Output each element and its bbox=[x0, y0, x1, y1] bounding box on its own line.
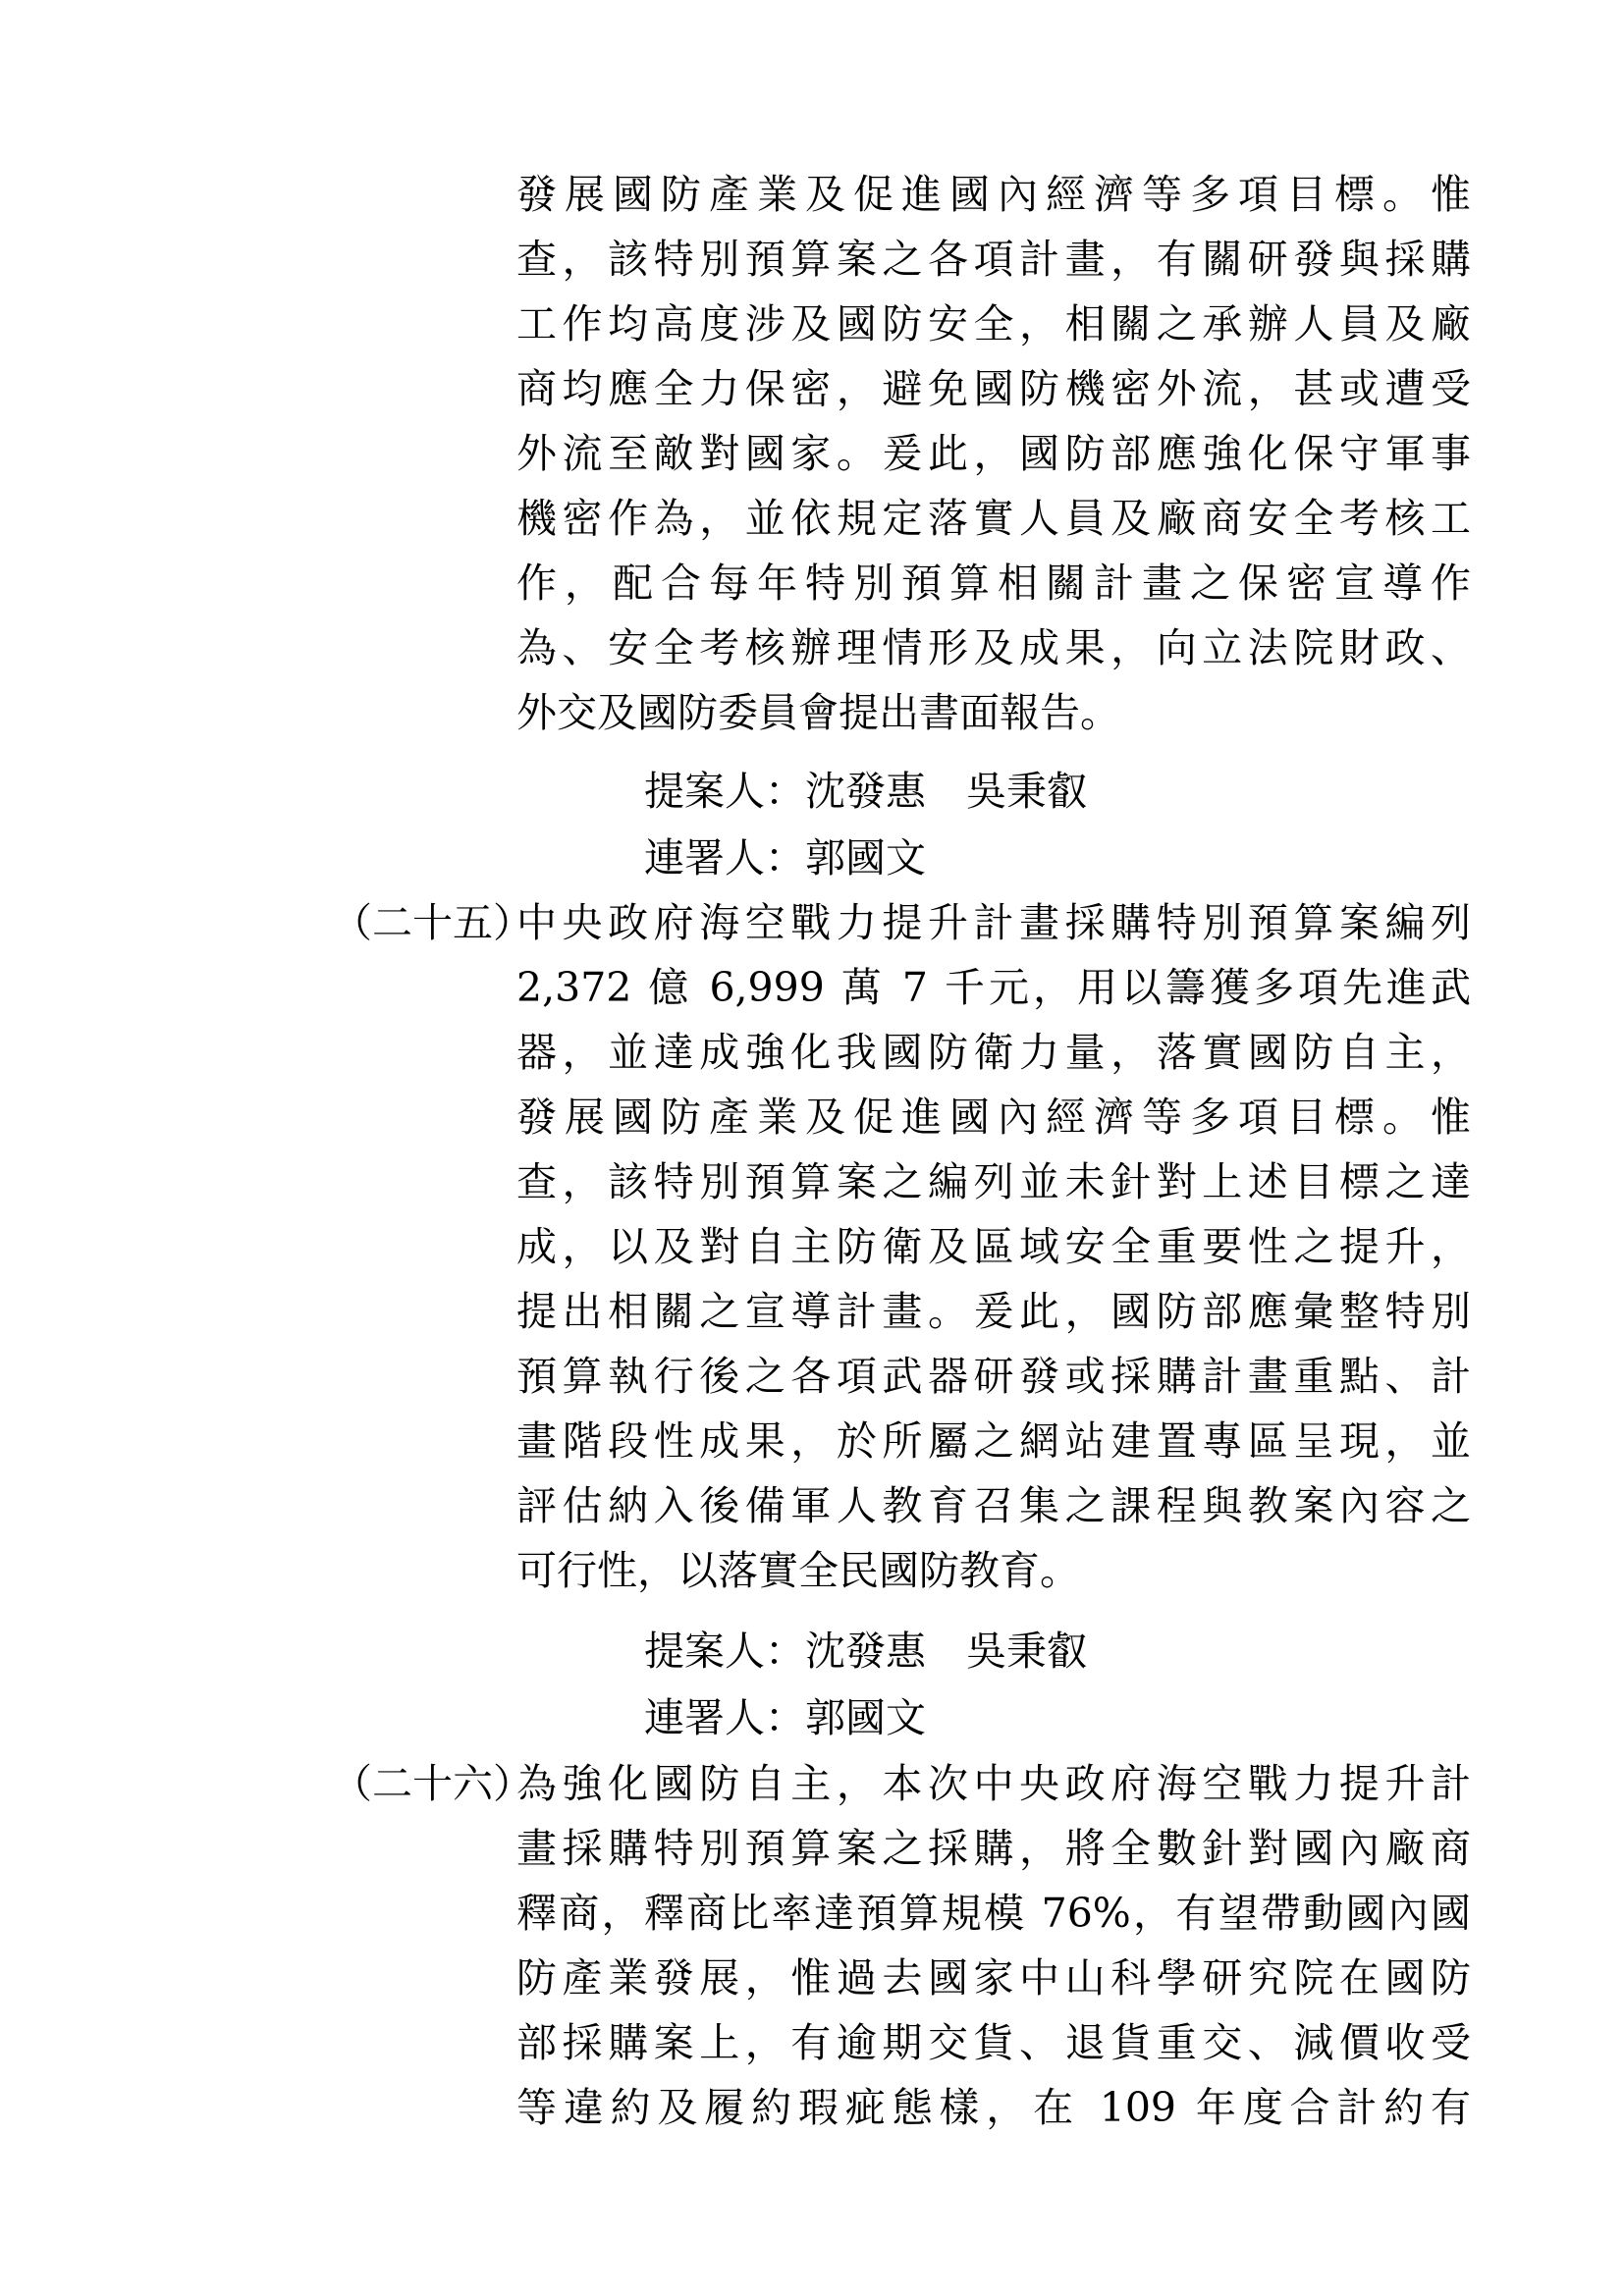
paragraph-line: 可行性，以落實全民國防教育。 bbox=[516, 1547, 1080, 1594]
paragraph-line: 查，該特別預算案之各項計畫，有關研發與採購 bbox=[516, 236, 1471, 283]
paragraph-line: 查，該特別預算案之編列並未針對上述目標之達 bbox=[516, 1158, 1471, 1205]
paragraph-line: 預算執行後之各項武器研發或採購計畫重點、計 bbox=[516, 1353, 1471, 1400]
item-number-label: （二十五） bbox=[332, 899, 533, 946]
paragraph-line: 成，以及對自主防衛及區域安全重要性之提升， bbox=[516, 1223, 1471, 1270]
paragraph-line: 外流至敵對國家。爰此，國防部應強化保守軍事 bbox=[516, 430, 1471, 477]
paragraph-line: 工作均高度涉及國防安全，相關之承辦人員及廠 bbox=[516, 300, 1471, 347]
cosigner-line: 連署人：郭國文 bbox=[644, 834, 926, 881]
paragraph-line: 為、安全考核辦理情形及成果，向立法院財政、 bbox=[516, 624, 1471, 671]
paragraph-line: 畫採購特別預算案之採購，將全數針對國內廠商 bbox=[516, 1825, 1471, 1872]
paragraph-line: 發展國防產業及促進國內經濟等多項目標。惟 bbox=[516, 171, 1471, 218]
cosigner-line: 連署人：郭國文 bbox=[644, 1694, 926, 1741]
paragraph-line: 發展國防產業及促進國內經濟等多項目標。惟 bbox=[516, 1094, 1471, 1141]
paragraph-line: 評估納入後備軍人教育召集之課程與教案內容之 bbox=[516, 1482, 1471, 1529]
paragraph-line: 作，配合每年特別預算相關計畫之保密宣導作 bbox=[516, 560, 1471, 607]
proposer-line: 提案人：沈發惠 吳秉叡 bbox=[644, 768, 1087, 815]
proposer-line: 提案人：沈發惠 吳秉叡 bbox=[644, 1628, 1087, 1675]
paragraph-line: 釋商，釋商比率達預算規模 76%，有望帶動國內國 bbox=[516, 1890, 1471, 1937]
item-number-label: （二十六） bbox=[332, 1760, 533, 1807]
paragraph-line: 部採購案上，有逾期交貨、退貨重交、減價收受 bbox=[516, 2019, 1471, 2066]
paragraph-line: 等違約及履約瑕疵態樣，在 109 年度合計約有 bbox=[516, 2084, 1471, 2131]
paragraph-line: 中央政府海空戰力提升計畫採購特別預算案編列 bbox=[516, 899, 1471, 946]
paragraph-line: 外交及國防委員會提出書面報告。 bbox=[516, 689, 1120, 736]
paragraph-line: 畫階段性成果，於所屬之網站建置專區呈現，並 bbox=[516, 1417, 1471, 1465]
paragraph-line: 機密作為，並依規定落實人員及廠商安全考核工 bbox=[516, 495, 1471, 542]
paragraph-line: 商均應全力保密，避免國防機密外流，甚或遭受 bbox=[516, 365, 1471, 412]
paragraph-line: 防產業發展，惟過去國家中山科學研究院在國防 bbox=[516, 1954, 1471, 2002]
paragraph-line: 為強化國防自主，本次中央政府海空戰力提升計 bbox=[516, 1760, 1471, 1807]
paragraph-line: 器，並達成強化我國防衛力量，落實國防自主， bbox=[516, 1029, 1471, 1076]
paragraph-line: 2,372 億 6,999 萬 7 千元，用以籌獲多項先進武 bbox=[516, 964, 1471, 1011]
paragraph-line: 提出相關之宣導計畫。爰此，國防部應彙整特別 bbox=[516, 1288, 1471, 1335]
